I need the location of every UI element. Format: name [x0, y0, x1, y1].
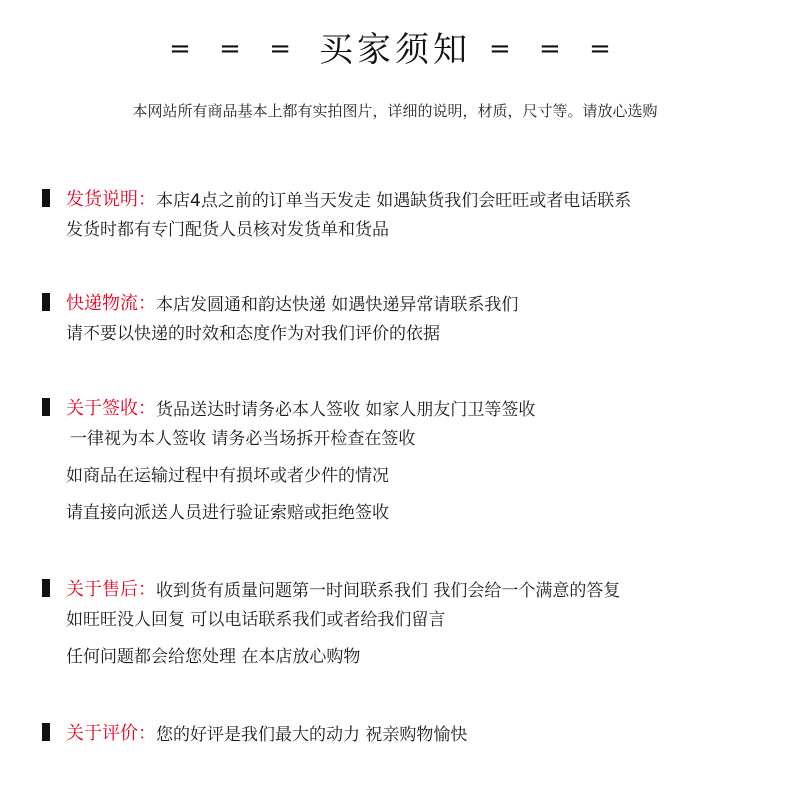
section-text: 本店4点之前的订单当天发走 如遇缺货我们会旺旺或者电话联系 — [156, 190, 632, 211]
section-line: 请直接向派送人员进行验证索赔或拒绝签收 — [66, 503, 389, 523]
section-line: 发货时都有专门配货人员核对发货单和货品 — [66, 220, 389, 240]
bullet-marker — [42, 293, 50, 311]
section-line: 如旺旺没人回复 可以电话联系我们或者给我们留言 — [66, 610, 446, 630]
section-review — [42, 718, 762, 746]
section-label: 快递物流： — [66, 293, 156, 314]
section-shipping — [42, 184, 762, 249]
bullet-marker — [42, 398, 50, 416]
page-title — [0, 22, 790, 71]
section-label: 关于签收： — [66, 398, 156, 419]
section-label: 发货说明： — [66, 189, 156, 210]
section-after-sales — [42, 574, 762, 676]
section-label: 关于售后： — [66, 579, 156, 600]
section-line: 请不要以快递的时效和态度作为对我们评价的依据 — [66, 324, 440, 344]
bullet-marker — [42, 189, 50, 207]
bullet-marker — [42, 723, 50, 741]
bullet-marker — [42, 579, 50, 597]
title-text: 买家须知 — [319, 30, 471, 70]
section-text: 本店发圆通和韵达快递 如遇快递异常请联系我们 — [156, 294, 519, 315]
section-line: 任何问题都会给您处理 在本店放心购物 — [66, 647, 361, 667]
subtitle: 本网站所有商品基本上都有实拍图片，详细的说明，材质，尺寸等。请放心选购 — [132, 102, 658, 120]
section-text: 货品送达时请务必本人签收 如家人朋友门卫等签收 — [156, 399, 536, 420]
section-text: 收到货有质量问题第一时间联系我们 我们会给一个满意的答复 — [156, 580, 621, 601]
section-line: 一律视为本人签收 请务必当场拆开检查在签收 — [70, 429, 416, 449]
section-line: 如商品在运输过程中有损坏或者少件的情况 — [66, 466, 389, 486]
title-deco-left: = = = — [169, 34, 301, 64]
section-delivery — [42, 288, 762, 353]
title-deco-right: = = = — [489, 34, 621, 64]
section-label: 关于评价： — [66, 723, 156, 744]
section-text: 您的好评是我们最大的动力 祝亲购物愉快 — [156, 724, 468, 745]
section-receipt — [42, 393, 762, 532]
